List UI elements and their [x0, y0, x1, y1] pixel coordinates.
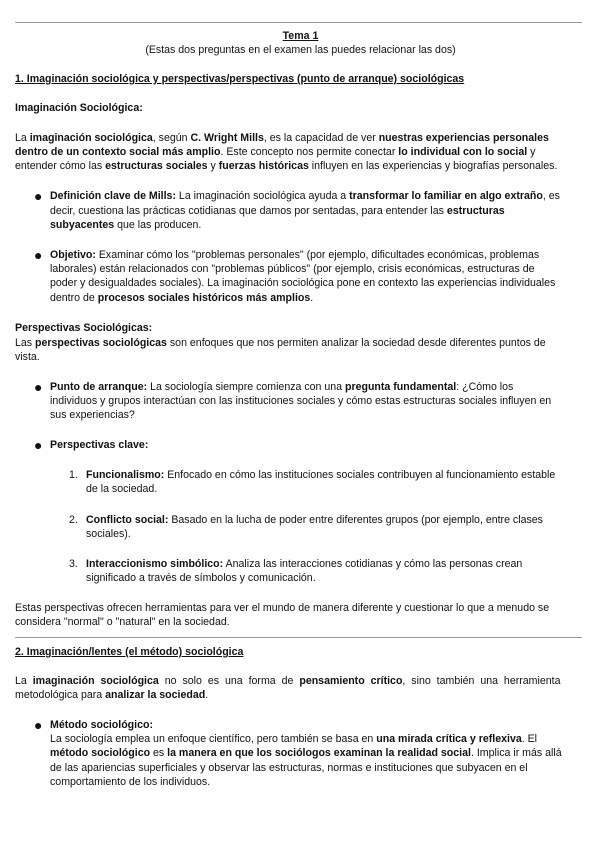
bullet-arranque-line-2: individuos y grupos interactúan con las instituciones sociales y cómo estas estructuras sociales influyen en [50, 395, 552, 407]
top-divider [15, 22, 582, 23]
bullet-icon: ● [34, 247, 43, 263]
metodo-title: Método sociológico: [50, 719, 153, 731]
metodo-line-2: método sociológico es la manera en que los sociólogos examinan la realidad social. Implica ir más allá [50, 747, 562, 759]
bullet-perspectivas-clave: Perspectivas clave: [50, 439, 149, 451]
conflicto-line-1: Conflicto social: Basado en la lucha de poder entre diferentes grupos (por ejemplo, entre clases [86, 514, 543, 526]
list-number: 2. [69, 514, 78, 526]
section-divider [15, 637, 582, 638]
section-2-heading: 2. Imaginación/lentes (el método) sociológica [15, 646, 244, 658]
closing-line-2: considera "normal" o "natural" en la sociedad. [15, 616, 230, 628]
bullet-definicion-line-1: Definición clave de Mills: La imaginación sociológica ayuda a transformar lo familiar en algo extraño, es [50, 190, 560, 202]
bullet-icon: ● [34, 437, 43, 453]
page-title: Tema 1 [282, 30, 319, 42]
closing-line-1: Estas perspectivas ofrecen herramientas para ver el mundo de manera diferente y cuestionar lo que a menudo se [15, 602, 550, 614]
list-number: 3. [69, 558, 78, 570]
imaginacion-title: Imaginación Sociológica: [15, 102, 143, 114]
perspectivas-title: Perspectivas Sociológicas: [15, 322, 153, 334]
bullet-arranque-line-1: Punto de arranque: La sociología siempre comienza con una pregunta fundamental: ¿Cómo los [50, 381, 514, 393]
bullet-objetivo-line-4: dentro de procesos sociales históricos más amplios. [50, 292, 314, 304]
page-subtitle: (Estas dos preguntas en el examen las puedes relacionar las dos) [145, 44, 456, 56]
bullet-objetivo-line-1: Objetivo: Examinar cómo los "problemas personales" (por ejemplo, dificultades económicas, problemas [50, 249, 540, 261]
funcionalismo-line-1: Funcionalismo: Enfocado en cómo las instituciones sociales contribuyen al funcionamiento estable [86, 469, 556, 481]
metodo-line-4: comportamiento de los individuos. [50, 776, 211, 788]
interaccionismo-line-2: significado a través de símbolos y comunicación. [86, 572, 316, 584]
perspectivas-intro-line-2: vista. [15, 351, 40, 363]
bullet-icon: ● [34, 717, 43, 733]
intro-line-1: La imaginación sociológica, según C. Wright Mills, es la capacidad de ver nuestras experiencias personales [15, 132, 549, 144]
metodo-line-1: La sociología emplea un enfoque científico, pero también se basa en una mirada crítica y reflexiva. El [50, 733, 538, 745]
perspectivas-intro-line-1: Las perspectivas sociológicas son enfoques que nos permiten analizar la sociedad desde diferentes puntos de [15, 337, 546, 349]
bullet-icon: ● [34, 188, 43, 204]
bullet-definicion-line-2: decir, cuestiona las prácticas cotidianas que damos por sentadas, para entender las estructuras [50, 205, 505, 217]
list-number: 1. [69, 469, 78, 481]
intro-line-2: dentro de un contexto social más amplio. Este concepto nos permite conectar lo individual con lo social y [15, 146, 536, 158]
bullet-objetivo-line-2: laborales) están relacionados con "problemas públicos" (por ejemplo, crisis económicas, estructuras de [50, 263, 535, 275]
s2-intro-line-1: La imaginación sociológica no solo es una forma de pensamiento crítico, sino también una herramienta [15, 675, 561, 687]
bullet-definicion-line-3: subyacentes que las producen. [50, 219, 202, 231]
metodo-line-3: de las apariencias superficiales y observar las estructuras, normas e instituciones que subyacen en el [50, 762, 528, 774]
funcionalismo-line-2: de la sociedad. [86, 483, 158, 495]
interaccionismo-line-1: Interaccionismo simbólico: Analiza las interacciones cotidianas y cómo las personas crean [86, 558, 523, 570]
bullet-arranque-line-3: sus experiencias? [50, 409, 135, 421]
s2-intro-line-2: metodológica para analizar la sociedad. [15, 689, 209, 701]
intro-line-3: entender cómo las estructuras sociales y fuerzas históricas influyen en las experiencias y biografías personales. [15, 160, 558, 172]
bullet-icon: ● [34, 379, 43, 395]
conflicto-line-2: sociales). [86, 528, 131, 540]
section-1-heading: 1. Imaginación sociológica y perspectivas/perspectivas (punto de arranque) sociológicas [15, 73, 465, 85]
bullet-objetivo-line-3: poder y desigualdades sociales). La imaginación sociológica pone en contexto las experiencias individuales [50, 277, 556, 289]
